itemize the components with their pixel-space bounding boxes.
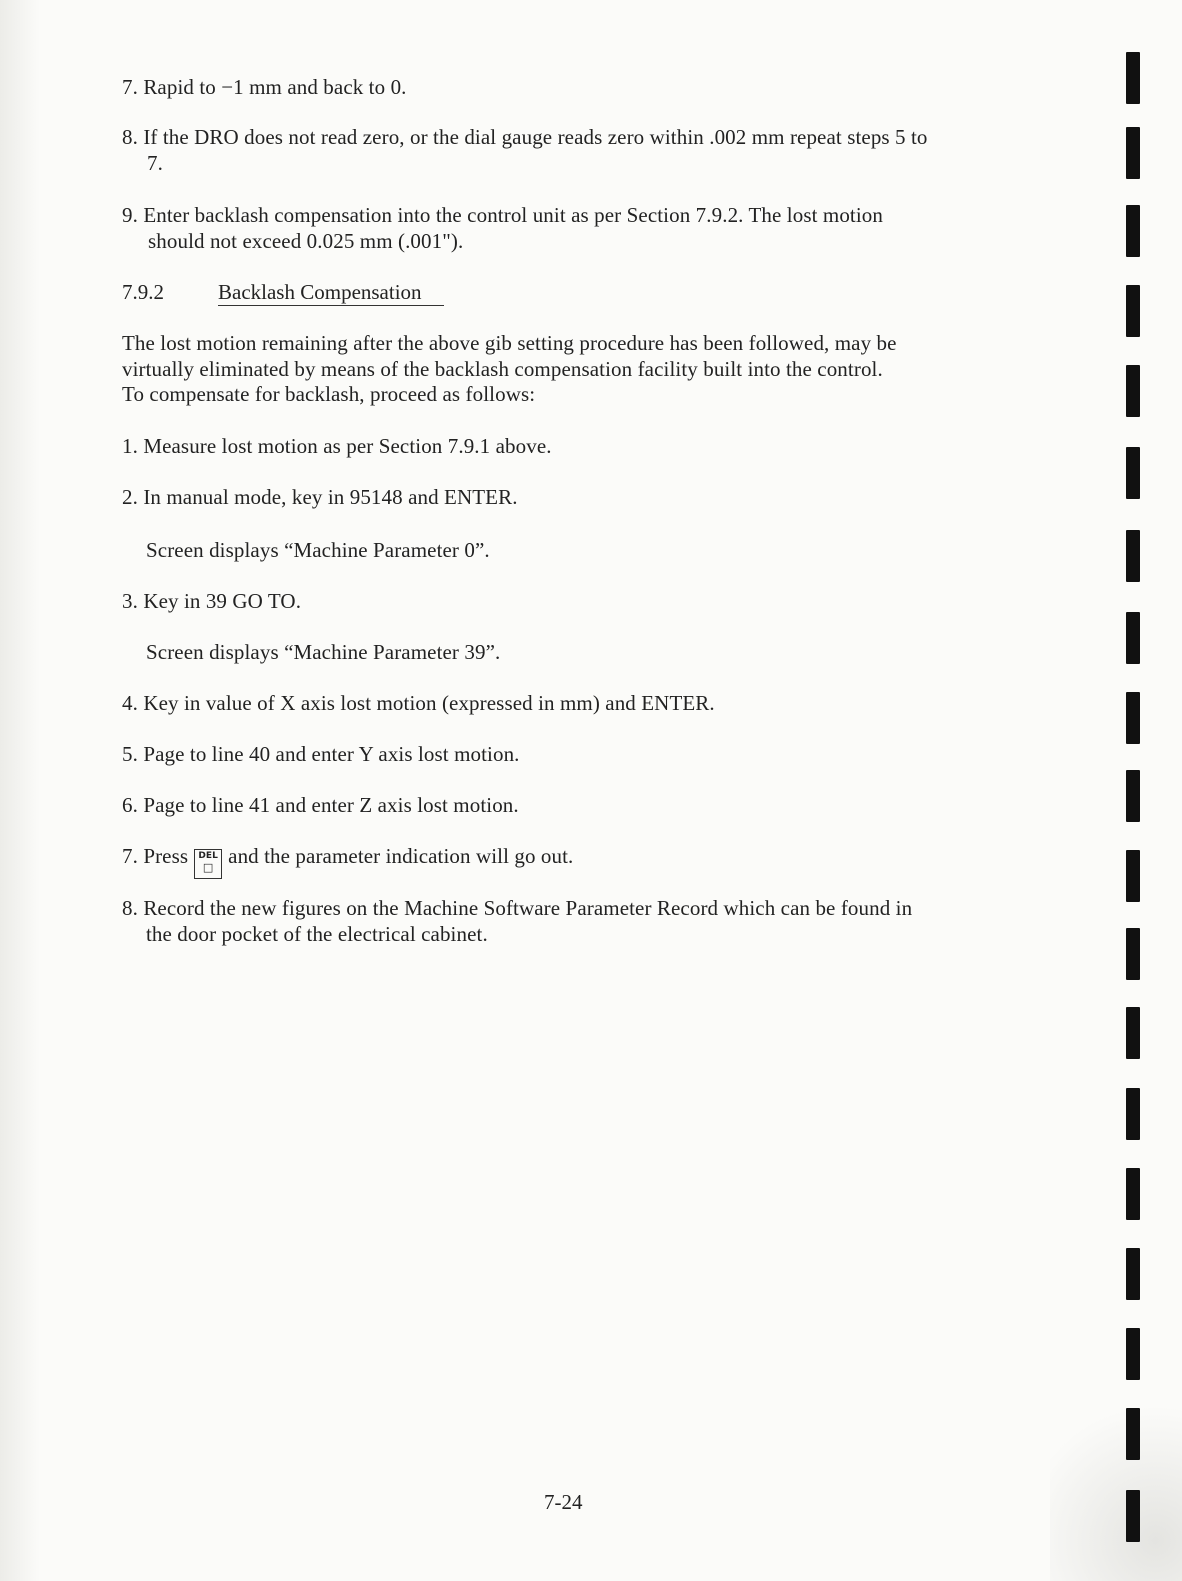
- step-8-top-line2: 7.: [147, 151, 163, 175]
- binding-mark: [1126, 1168, 1140, 1220]
- del-key-icon: DEL □: [194, 849, 222, 879]
- binding-mark: [1126, 928, 1140, 980]
- section-title: Backlash Compensation: [218, 279, 444, 306]
- binding-mark: [1126, 365, 1140, 417]
- binding-mark: [1126, 770, 1140, 822]
- page-number: 7-24: [544, 1490, 583, 1514]
- intro-line-3: To compensate for backlash, proceed as follows:: [122, 382, 536, 406]
- step-3-note: Screen displays “Machine Parameter 39”.: [146, 640, 501, 664]
- step-9-top-line1: 9. Enter backlash compensation into the control unit as per Section 7.9.2. The lost motion: [122, 203, 883, 227]
- intro-line-1: The lost motion remaining after the above gib setting procedure has been followed, may be: [122, 331, 897, 355]
- intro-line-2: virtually eliminated by means of the backlash compensation facility built into the control.: [122, 357, 883, 381]
- binding-mark: [1126, 52, 1140, 104]
- binding-mark: [1126, 1088, 1140, 1140]
- binding-mark: [1126, 530, 1140, 582]
- page-smudge: [1050, 1380, 1182, 1581]
- step-7-top: 7. Rapid to −1 mm and back to 0.: [122, 75, 407, 99]
- step-3: 3. Key in 39 GO TO.: [122, 589, 302, 613]
- step-8-top-line1: 8. If the DRO does not read zero, or the dial gauge reads zero within .002 mm repeat steps 5 to: [122, 125, 928, 149]
- binding-mark: [1126, 692, 1140, 744]
- step-8-line1: 8. Record the new figures on the Machine Software Parameter Record which can be found in: [122, 896, 913, 920]
- step-9-top-line2: should not exceed 0.025 mm (.001").: [148, 229, 464, 253]
- binding-mark: [1126, 285, 1140, 337]
- step-2: 2. In manual mode, key in 95148 and ENTER.: [122, 485, 518, 509]
- binding-mark: [1126, 447, 1140, 499]
- binding-mark: [1126, 1408, 1140, 1460]
- step-5: 5. Page to line 40 and enter Y axis lost motion.: [122, 742, 520, 766]
- binding-mark: [1126, 1490, 1140, 1542]
- page-shadow: [0, 0, 40, 1581]
- binding-mark: [1126, 1248, 1140, 1300]
- step-7: 7. Press DEL □ and the parameter indication will go out.: [122, 843, 573, 879]
- binding-mark: [1126, 1328, 1140, 1380]
- step-8-line2: the door pocket of the electrical cabinet.: [146, 922, 488, 946]
- binding-mark: [1126, 205, 1140, 257]
- section-number: 7.9.2: [122, 280, 164, 304]
- step-6: 6. Page to line 41 and enter Z axis lost motion.: [122, 793, 519, 817]
- step-4: 4. Key in value of X axis lost motion (expressed in mm) and ENTER.: [122, 691, 715, 715]
- step-1: 1. Measure lost motion as per Section 7.9.1 above.: [122, 434, 552, 458]
- binding-mark: [1126, 1007, 1140, 1059]
- step-2-note: Screen displays “Machine Parameter 0”.: [146, 538, 490, 562]
- binding-mark: [1126, 612, 1140, 664]
- binding-mark: [1126, 127, 1140, 179]
- binding-mark: [1126, 850, 1140, 902]
